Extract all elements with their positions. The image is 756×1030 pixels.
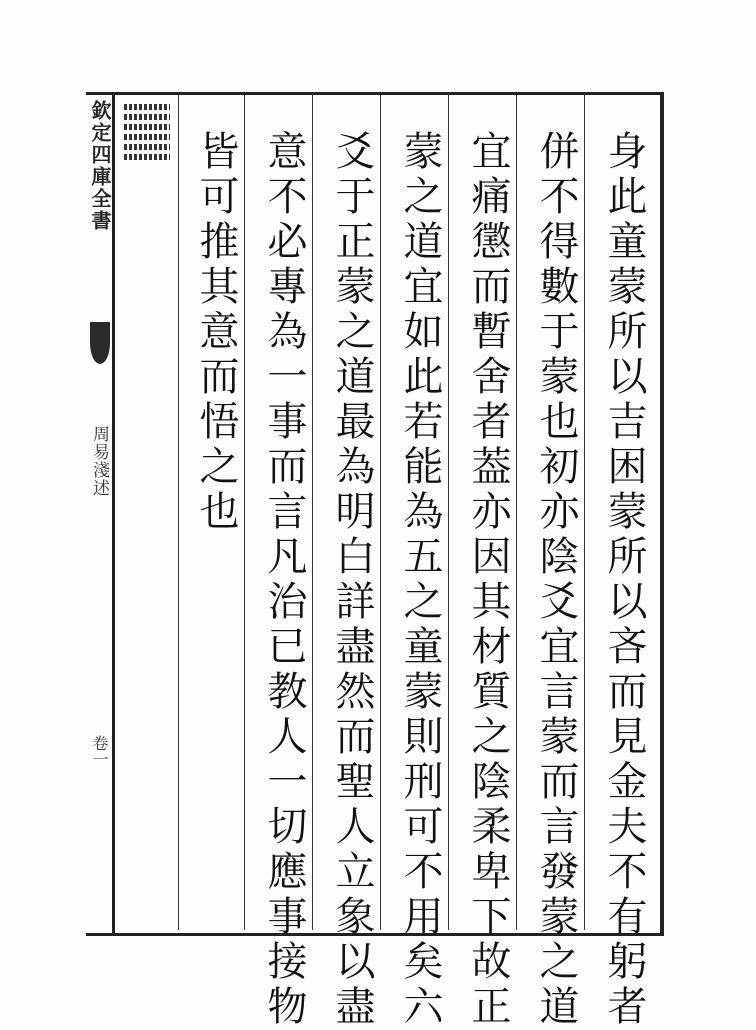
seal-mark: [124, 154, 170, 160]
fishtail-mark-icon: [90, 322, 110, 364]
text-column-1: 身此童蒙所以吉困蒙所以吝而見金夫不有躬者: [601, 130, 647, 1030]
seal-mark: [124, 114, 170, 120]
text-column-6: 意不必專為一事而言凡治已教人一切應事接物: [261, 130, 307, 1030]
spine-border: [112, 92, 115, 933]
column-divider: [178, 95, 179, 930]
seal-mark: [124, 124, 170, 130]
seal-mark: [124, 104, 170, 110]
text-column-5: 爻于正蒙之道最為明白詳盡然而聖人立象以盡: [329, 130, 375, 1030]
spine-page-number: 卷一: [90, 735, 109, 767]
text-column-4: 蒙之道宜如此若能為五之童蒙則刑可不用矣六: [397, 130, 443, 1030]
seal-mark: [124, 134, 170, 140]
spine-book-title: 周易淺述: [89, 425, 109, 497]
text-column-7: 皆可推其意而悟之也: [193, 130, 239, 535]
seal-marks-icon: [124, 104, 170, 184]
spine-collection-title: 欽定四庫全書: [88, 100, 112, 232]
seal-mark: [124, 144, 170, 150]
text-column-2: 併不得數于蒙也初亦陰爻宜言蒙而言發蒙之道: [533, 130, 579, 1030]
text-column-3: 宜痛懲而暫舍者葢亦因其材質之陰柔卑下故正: [465, 130, 511, 1030]
